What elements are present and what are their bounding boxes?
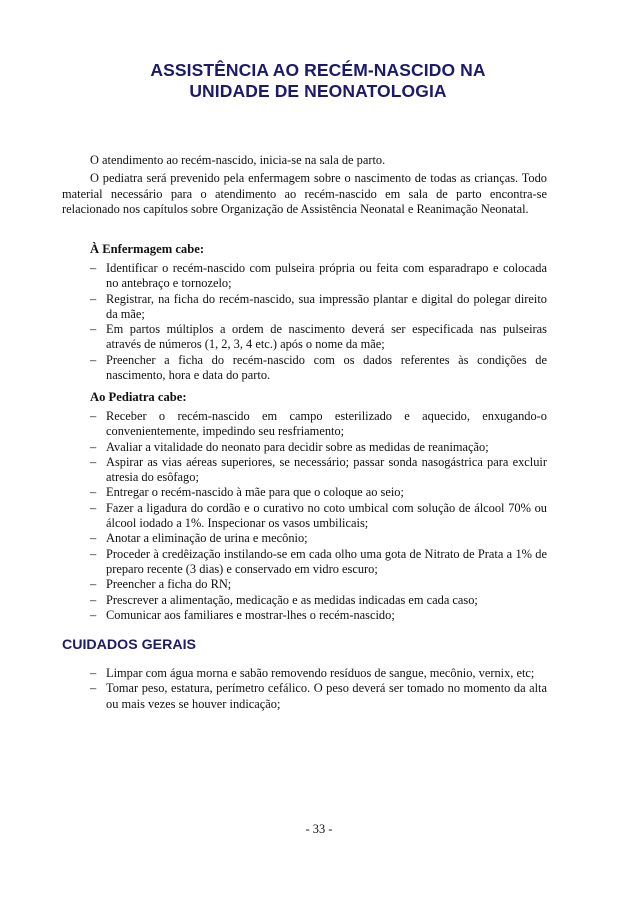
list-item: – Anotar a eliminação de urina e mecônio; <box>90 531 308 546</box>
intro-paragraph-1: O atendimento ao recém-nascido, inicia-se na sala de parto. <box>90 153 386 167</box>
title-line-2: UNIDADE DE NEONATOLOGIA <box>189 81 447 101</box>
cuidados-gerais-heading: CUIDADOS GERAIS <box>62 637 197 653</box>
list-item: – Em partos múltiplos a ordem de nascimento deverá ser especificada nas pulseiras através de números (1, 2, 3, 4 etc.) após o nome da mãe; <box>90 322 547 352</box>
dash-bullet: – <box>90 261 97 275</box>
list-item: – Proceder à credêização instilando-se em cada olho uma gota de Nitrato de Prata a 1% de preparo recente (3 dias) e conservado em vidro escuro; <box>90 546 547 576</box>
dash-bullet: – <box>90 592 97 607</box>
dash-bullet: – <box>90 666 97 680</box>
list-item: – Fazer a ligadura do cordão e o curativo no coto umbical com solução de álcool 70% ou álcool iodado a 1%. Inspecionar os vasos umbilicais; <box>90 500 547 531</box>
dash-bullet: – <box>90 454 97 469</box>
list-item: – Prescrever a alimentação, medicação e as medidas indicadas em cada caso; <box>90 592 478 607</box>
list-item: – Limpar com água morna e sabão removendo resíduos de sangue, mecônio, vernix, etc; <box>90 666 535 680</box>
list-item: – Receber o recém-nascido em campo esterilizado e aquecido, enxugando-o convenientemente, impedindo seu resfriamento; <box>90 409 547 439</box>
dash-bullet: – <box>90 352 97 367</box>
list-item: – Identificar o recém-nascido com pulseira própria ou feita com esparadrapo e colocada no antebraço e tornozelo; <box>90 261 547 291</box>
list-item: – Preencher a ficha do recém-nascido com os dados referentes às condições de nascimento, hora e data do parto. <box>90 352 547 383</box>
dash-bullet: – <box>90 607 97 622</box>
pediatra-list <box>90 409 547 623</box>
dash-bullet: – <box>90 546 97 561</box>
list-item: – Comunicar aos familiares e mostrar-lhes o recém-nascido; <box>90 607 395 622</box>
list-item: – Entregar o recém-nascido à mãe para que o coloque ao seio; <box>90 485 404 500</box>
title-line-1: ASSISTÊNCIA AO RECÉM-NASCIDO NA <box>150 60 486 80</box>
dash-bullet: – <box>90 500 97 515</box>
list-item: – Preencher a ficha do RN; <box>90 577 232 592</box>
dash-bullet: – <box>90 577 97 592</box>
list-item: – Tomar peso, estatura, perímetro cefálico. O peso deverá ser tomado no momento da alta ou mais vezes se houver indicação; <box>90 681 547 711</box>
page-number: - 33 - <box>305 822 333 836</box>
document-title <box>62 60 574 102</box>
list-item: – Registrar, na ficha do recém-nascido, sua impressão plantar e digital do polegar direito da mãe; <box>90 291 547 321</box>
dash-bullet: – <box>90 409 97 423</box>
dash-bullet: – <box>90 439 97 454</box>
dash-bullet: – <box>90 322 97 337</box>
pediatra-heading: Ao Pediatra cabe: <box>90 390 187 404</box>
list-item: – Avaliar a vitalidade do neonato para decidir sobre as medidas de reanimação; <box>90 439 489 454</box>
list-item: – Aspirar as vias aéreas superiores, se necessário; passar sonda nasogástrica para excluir atresia do esôfago; <box>90 454 547 485</box>
intro-text <box>62 153 547 217</box>
dash-bullet: – <box>90 291 97 306</box>
dash-bullet: – <box>90 681 97 696</box>
enfermagem-list <box>90 261 547 383</box>
dash-bullet: – <box>90 531 97 546</box>
enfermagem-heading: À Enfermagem cabe: <box>90 242 205 256</box>
intro-paragraph-2: O pediatra será prevenido pela enfermagem sobre o nascimento de todas as crianças. Todo material necessário para o atendimento ao recém-nascido em sala de parto encontra-se relacionado nos capítulos sobre Organização de Assistência Neonatal e Reanimação Neonatal. <box>62 171 547 216</box>
dash-bullet: – <box>90 485 97 500</box>
cuidados-list <box>90 666 547 712</box>
